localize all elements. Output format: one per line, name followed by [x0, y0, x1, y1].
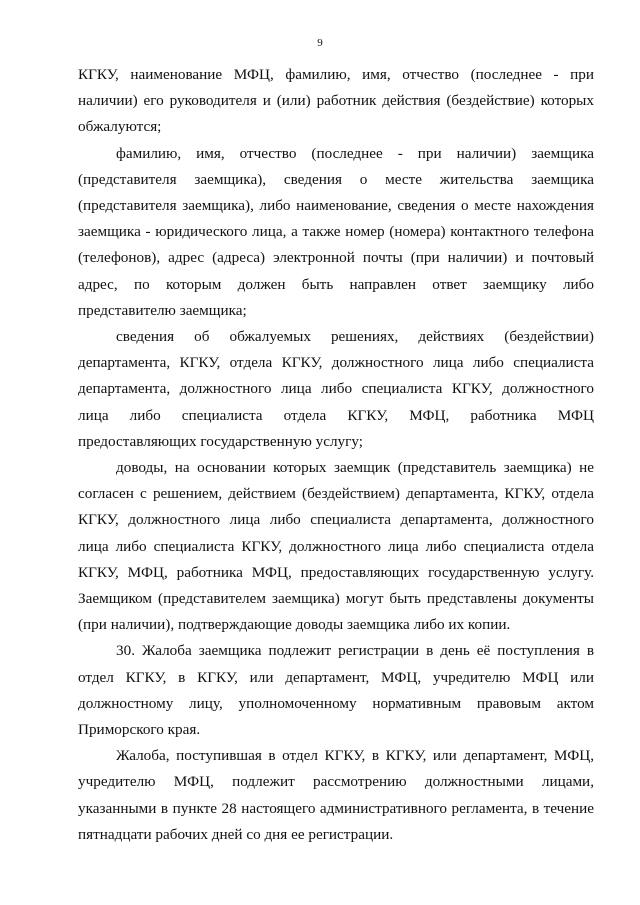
paragraph-clause-30: 30. Жалоба заемщика подлежит регистрации в день её поступления в отдел КГКУ, в КГКУ, или департамент, МФЦ, учредителю МФЦ или должностному лицу, уполномоченному нормативным правовым актом Приморского края. [78, 642, 594, 739]
paragraph-arguments: доводы, на основании которых заемщик (представитель заемщика) не согласен с решением, действием (бездействием) департамента, КГКУ, отдела КГКУ, должностного лица либо специалиста департамента, должностного лица либо специалиста КГКУ, должностного лица либо специалиста отдела КГКУ, МФЦ, работника МФЦ, предоставляющих государственную услугу. Заемщиком (представителем заемщика) могут быть представлены документы (при наличии), подтверждающие доводы заемщика либо их копии. [78, 459, 594, 634]
paragraph-borrower-details: фамилию, имя, отчество (последнее - при наличии) заемщика (представителя заемщика), сведения о месте жительства заемщика (представителя заемщика), либо наименование, сведения о месте нахождения заемщика - юридического лица, а также номер (номера) контактного телефона (телефонов), адрес (адреса) электронной почты (при наличии) и почтовый адрес, по которым должен быть направлен ответ заемщику либо представителю заемщика; [78, 144, 594, 319]
document-body [78, 62, 594, 848]
paragraph-appealed-decisions: сведения об обжалуемых решениях, действиях (бездействии) департамента, КГКУ, отдела КГКУ, должностного лица либо специалиста департамента, должностного лица либо специалиста КГКУ, должностного лица либо специалиста отдела КГКУ, МФЦ, работника МФЦ предоставляющих государственную услугу; [78, 328, 594, 450]
page-number: 9 [317, 37, 323, 49]
paragraph-complaint-subject: КГКУ, наименование МФЦ, фамилию, имя, отчество (последнее - при наличии) его руководителя и (или) работник действия (бездействие) которых обжалуются; [78, 66, 594, 136]
paragraph-review-period: Жалоба, поступившая в отдел КГКУ, в КГКУ, или департамент, МФЦ, учредителю МФЦ, подлежит рассмотрению должностными лицами, указанными в пункте 28 настоящего административного регламента, в течение пятнадцати рабочих дней со дня ее регистрации. [78, 747, 594, 843]
